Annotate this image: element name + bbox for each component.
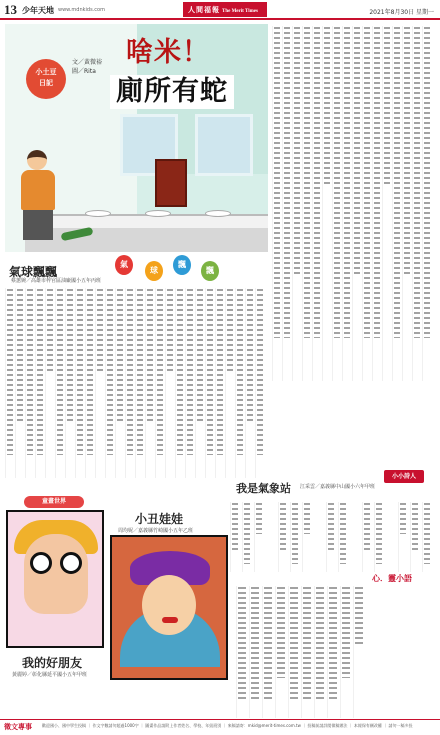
issue-date: 2021年8月30日 星期一 [369,9,434,16]
heart-section-text [236,586,366,718]
mirror [195,114,253,176]
balloon-story-byline: 蔡蕙婉／高雄市梓官區油廠國小五年丙班 [11,278,102,284]
sink [205,210,231,217]
text-column [55,288,64,478]
text-column [288,586,299,718]
text-column [75,288,84,478]
restroom-door [155,159,187,207]
text-column [215,288,224,478]
text-column [95,288,104,478]
drawing-mouth [162,617,178,623]
balloon-story-text [5,288,268,478]
drawing-face [24,534,88,614]
text-column [382,26,391,381]
heart-section-label: 心．靈小語 [372,574,412,583]
footer-tag: 徵文專事 [4,723,32,731]
page-footer [0,719,440,735]
feature-story-text [272,26,436,381]
text-column [175,288,184,478]
text-column [135,288,144,478]
text-column [105,288,114,478]
boy-body [21,170,55,210]
badge-line2: 日記 [39,79,53,87]
balloon-icon: 球 [145,261,163,281]
poem-text [230,502,436,572]
balloon-story-title: 氣球飄飄 [9,265,58,279]
text-column [275,586,286,718]
text-column [249,586,260,718]
brand-name: 人間福報 [188,6,220,14]
text-column [422,26,431,381]
text-column [292,26,301,381]
text-column [372,26,381,381]
diary-badge [26,59,66,99]
page-number: 13 [4,2,17,17]
text-column [340,586,351,718]
text-column [195,288,204,478]
heart-section-columns [236,586,366,718]
text-column [353,586,364,718]
brand-logo [183,2,267,17]
text-column [398,502,407,572]
balloon-icon: 飄 [173,255,191,275]
text-column [25,288,34,478]
drawing-eye [60,552,82,574]
text-column [410,502,419,572]
drawing-face [142,575,196,635]
text-column [302,26,311,381]
text-column [326,502,335,572]
text-column [230,502,239,572]
text-column [338,502,347,572]
text-column [255,288,264,478]
text-column [301,586,312,718]
sink-counter [25,214,268,228]
text-column [362,502,371,572]
drawing-right-title: 小丑娃娃 [135,512,184,526]
text-column [125,288,134,478]
text-column [65,288,74,478]
balloon-icon: 氣 [115,255,133,275]
text-column [225,288,234,478]
text-column [155,288,164,478]
text-column [422,502,431,572]
text-column [374,502,383,572]
text-column [5,288,14,478]
boy-head [27,150,47,170]
text-column [332,26,341,381]
site-url[interactable]: www.mdnkids.com [58,7,105,13]
text-column [205,288,214,478]
text-column [302,502,311,572]
text-column [312,26,321,381]
text-column [342,26,351,381]
text-column [402,26,411,381]
drawing-my-friend [6,510,104,648]
text-column [235,288,244,478]
text-column [327,586,338,718]
text-column [236,586,247,718]
text-column [185,288,194,478]
text-column [245,288,254,478]
text-column [45,288,54,478]
text-column [392,26,401,381]
text-column [35,288,44,478]
text-column [85,288,94,478]
text-column [362,26,371,381]
section-title: 少年天地 [22,6,54,15]
footer-notice: 歡迎國小、國中學生投稿 ｜ 作文字數請勿超過1000字 ｜ 圖畫作品請附上作者姓名、學校、年級班別 ｜ 來稿請寄：mkid@merit-times.com.tw ｜ 投稿前請詳閱徵稿辦法 ｜ 本報保有刪改權 ｜ 請勿一稿多投 [42,723,413,728]
drawing-clown-doll [110,535,228,680]
brand-name-en: The Merit Times [222,9,258,14]
text-column [272,26,281,381]
text-column [242,502,251,572]
balloon-story-header [5,255,268,283]
text-column [165,288,174,478]
text-column [278,502,287,572]
art-section-tag: 童畫世界 [24,496,84,508]
drawing-eye [30,552,52,574]
text-column [115,288,124,478]
text-column [145,288,154,478]
text-column [352,26,361,381]
text-column [254,502,263,572]
balloon-icon: 飄 [201,261,219,281]
drawing-right-byline: 周均妮／嘉義縣竹崎國小五年乙班 [118,528,194,534]
drawing-left-byline: 黃麗婷／彰化縣延平國小五年甲班 [12,672,88,678]
sink-counter-front [25,228,268,252]
sink [85,210,111,217]
text-column [290,502,299,572]
poem-section-tag: 小小詩人 [384,470,424,483]
feature-author: 文／黃微裕 圖／Rita [72,59,103,75]
poem-title: 我是氣象站 [236,482,291,495]
text-column [314,586,325,718]
sink [145,210,171,217]
drawing-left-title: 我的好朋友 [22,656,83,670]
badge-line1: 小土豆 [35,68,57,76]
text-column [282,26,291,381]
text-column [412,26,421,381]
boy-legs [23,210,53,240]
text-column [322,26,331,381]
page-header [0,0,440,20]
poem-byline: 江采雲／嘉義縣中山國小六年甲班 [300,484,376,490]
text-column [15,288,24,478]
feature-title-line2: 廁所有蛇 [110,75,234,109]
feature-title-line1: 啥米！ [126,37,210,68]
text-column [262,586,273,718]
